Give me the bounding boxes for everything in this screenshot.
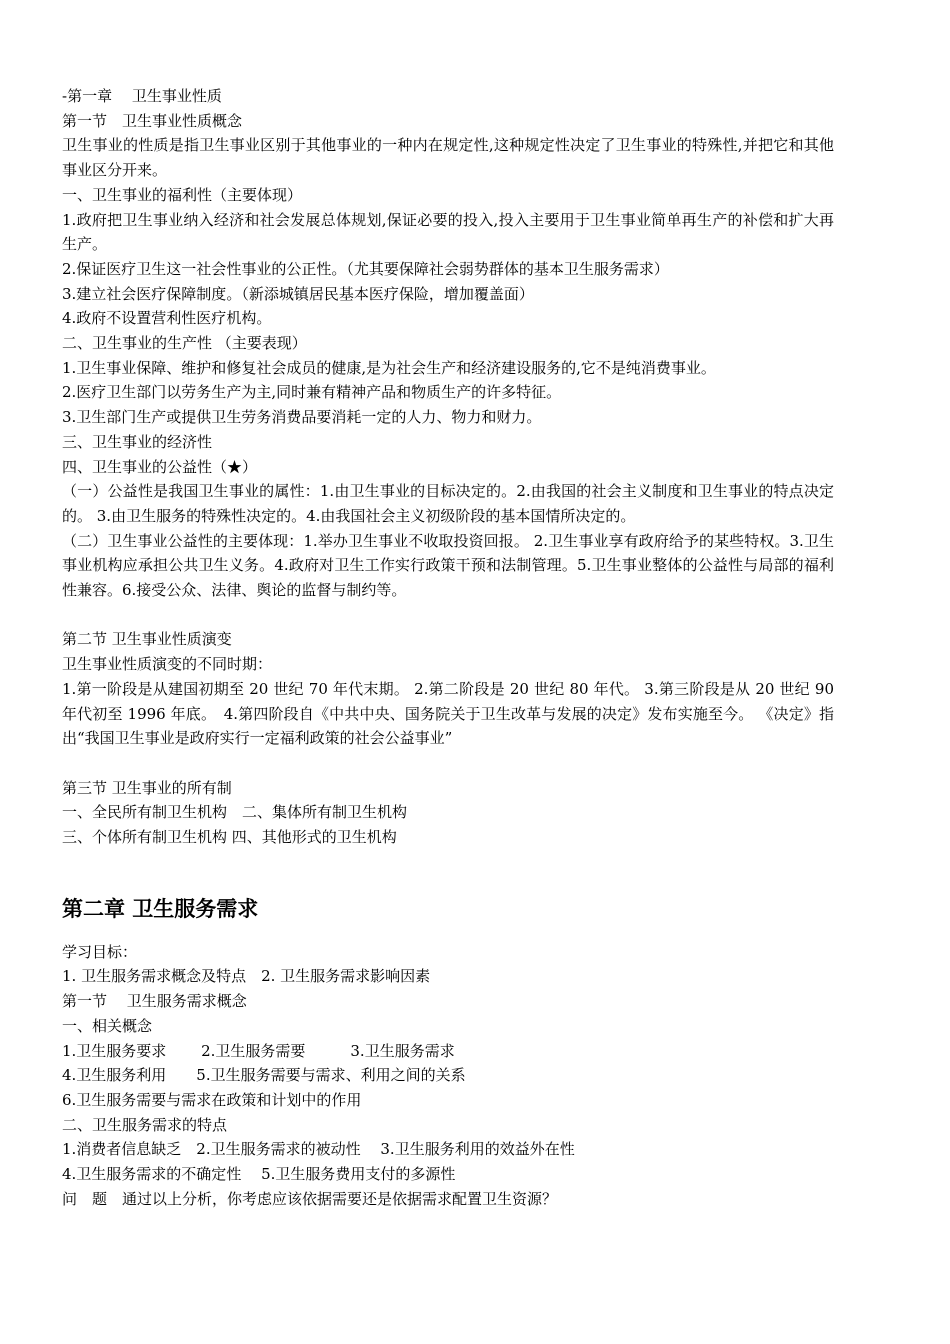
question-line: 问 题 通过以上分析，你考虑应该依据需要还是依据需求配置卫生资源？ — [62, 1189, 558, 1208]
welfare-item: 1.政府把卫生事业纳入经济和社会发展总体规划,保证必要的投入,投入主要用于卫生事业简单再生产的补偿和扩大再生产。 — [62, 210, 834, 254]
features-row: 4.卫生服务需求的不确定性 5.卫生服务费用支付的多源性 — [62, 1165, 456, 1184]
public-paragraph-2: （二）卫生事业公益性的主要体现：1.举办卫生事业不收取投资回报。 2.卫生事业享有政府给予的某些特权。3.卫生事业机构应承担公共卫生义务。4.政府对卫生工作实行政策干预和法制管理。5.卫生事业整体的公益性与局部的福利性兼容。6.接受公众、法律、舆论的监督与制约等。 — [62, 531, 834, 600]
public-heading: 四、卫生事业的公益性（★） — [62, 457, 258, 476]
concepts-row: 1.卫生服务要求 2.卫生服务需要 3.卫生服务需求 — [62, 1041, 455, 1060]
document-page — [62, 84, 834, 1212]
features-row: 1.消费者信息缺乏 2.卫生服务需求的被动性 3.卫生服务利用的效益外在性 — [62, 1140, 575, 1159]
learning-goals: 1. 卫生服务需求概念及特点 2. 卫生服务需求影响因素 — [62, 967, 431, 986]
welfare-heading: 一、卫生事业的福利性（主要体现） — [62, 185, 303, 204]
chapter-2-title: 第二章 卫生服务需求 — [62, 895, 259, 921]
concepts-row: 4.卫生服务利用 5.卫生服务需要与需求、利用之间的关系 — [62, 1066, 466, 1085]
evolution-intro: 卫生事业性质演变的不同时期： — [62, 655, 273, 674]
chapter-1-title: -第一章 卫生事业性质 — [62, 87, 222, 105]
public-paragraph-1: （一）公益性是我国卫生事业的属性：1.由卫生事业的目标决定的。2.由我国的社会主义制度和卫生事业的特点决定的。 3.由卫生服务的特殊性决定的。4.由我国社会主义初级阶段的基本国情所决定的。 — [62, 482, 834, 525]
productive-item: 1.卫生事业保障、维护和修复社会成员的健康,是为社会生产和经济建设服务的,它不是纯消费事业。 — [62, 358, 716, 377]
productive-item: 3.卫生部门生产或提供卫生劳务消费品要消耗一定的人力、物力和财力。 — [62, 408, 542, 427]
welfare-item: 3.建立社会医疗保障制度。（新添城镇居民基本医疗保险，增加覆盖面） — [62, 284, 534, 303]
ownership-row: 三、个体所有制卫生机构 四、其他形式的卫生机构 — [62, 828, 397, 847]
ownership-row: 一、全民所有制卫生机构 二、集体所有制卫生机构 — [62, 803, 408, 822]
features-heading: 二、卫生服务需求的特点 — [62, 1115, 228, 1134]
section-3-heading: 第三节 卫生事业的所有制 — [62, 778, 232, 797]
learning-goals-label: 学习目标： — [62, 942, 138, 961]
concepts-heading: 一、相关概念 — [62, 1016, 153, 1035]
section-2-heading: 第二节 卫生事业性质演变 — [62, 630, 232, 649]
spacer — [62, 751, 834, 776]
welfare-item: 2.保证医疗卫生这一社会性事业的公正性。（尤其要保障社会弱势群体的基本卫生服务需求） — [62, 259, 669, 278]
productive-item: 2.医疗卫生部门以劳务生产为主,同时兼有精神产品和物质生产的许多特征。 — [62, 383, 562, 402]
section-1-heading: 第一节 卫生事业性质概念 — [62, 111, 243, 130]
evolution-periods: 1.第一阶段是从建国初期至 20 世纪 70 年代末期。 2.第二阶段是 20 世纪 80 年代。 3.第三阶段是从 20 世纪 90 年代初至 1996 年底。 4.第四阶段自《中共中央、国务院关于卫生改革与发展的决定》发布实施至今。 《决定》指出“我国卫生事业是政府实行一定福利政策的社会公益事业” — [62, 679, 834, 748]
spacer — [62, 603, 834, 628]
welfare-item: 4.政府不设置营利性医疗机构。 — [62, 309, 272, 328]
economic-heading: 三、卫生事业的经济性 — [62, 432, 213, 451]
definition-paragraph: 卫生事业的性质是指卫生事业区别于其他事业的一种内在规定性,这种规定性决定了卫生事业的特殊性,并把它和其他事业区分开来。 — [62, 136, 834, 180]
productive-heading: 二、卫生事业的生产性 （主要表现） — [62, 334, 307, 353]
chapter-2-section-1-heading: 第一节 卫生服务需求概念 — [62, 992, 247, 1011]
concepts-row: 6.卫生服务需要与需求在政策和计划中的作用 — [62, 1090, 362, 1109]
